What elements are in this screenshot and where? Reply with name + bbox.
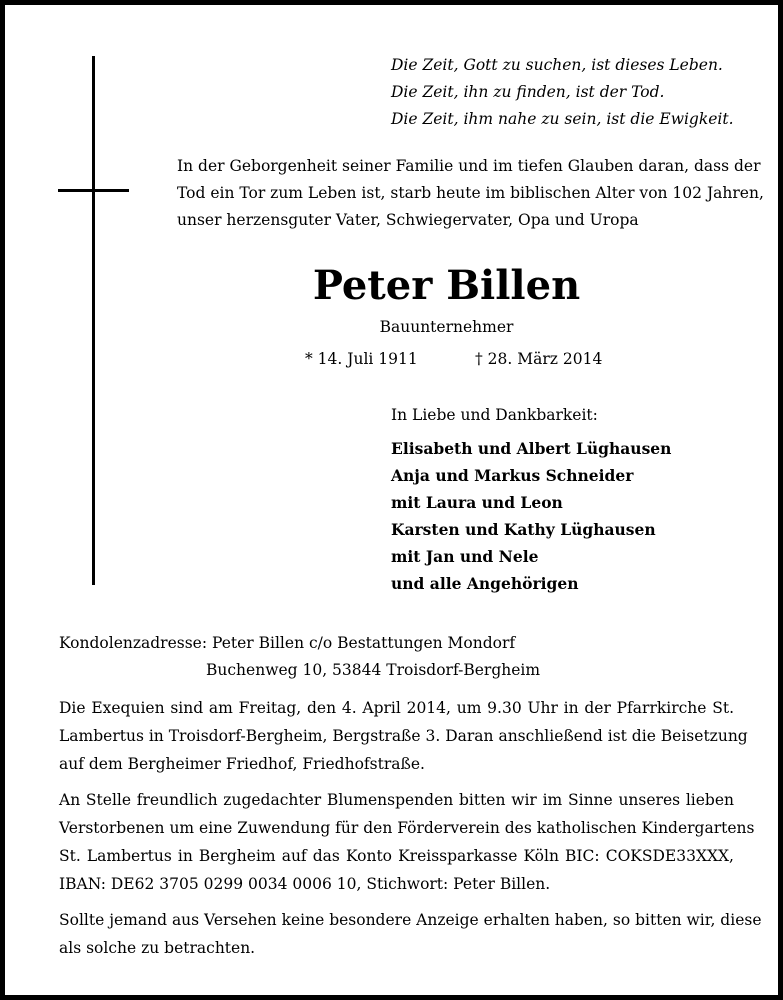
funeral-line: Die Exequien sind am Freitag, den 4. April 2014, um 9.30 Uhr in der Pfarrkirche St. [59,699,734,717]
cross-horizontal-bar [58,189,129,192]
mourner-entry: und alle Angehörigen [391,574,579,593]
death-date: † 28. März 2014 [475,350,603,368]
notice-line: als solche zu betrachten. [59,939,256,957]
donation-line: IBAN: DE62 3705 0299 0034 0006 10, Stichwort: Peter Billen. [59,875,551,893]
deceased-profession: Bauunternehmer [379,318,514,336]
poem [391,52,734,133]
condolence-line: Kondolenzadresse: Peter Billen c/o Bestattungen Mondorf [59,634,516,652]
mourner-entry: Elisabeth und Albert Lüghausen [391,439,672,458]
poem-line: Die Zeit, Gott zu suchen, ist dieses Leben. [391,56,723,74]
intro-line: unser herzensguter Vater, Schwiegervater, Opa und Uropa [177,211,639,229]
mourners-intro: In Liebe und Dankbarkeit: [391,406,598,424]
mourner-entry: mit Laura und Leon [391,493,563,512]
birth-date: * 14. Juli 1911 [305,350,418,368]
intro-text [177,153,764,234]
intro-line: In der Geborgenheit seiner Familie und im tiefen Glauben daran, dass der [177,157,761,175]
condolence-line: Buchenweg 10, 53844 Troisdorf-Bergheim [206,661,541,679]
mourner-entry: Karsten und Kathy Lüghausen [391,520,656,539]
mourner-entry: mit Jan und Nele [391,547,539,566]
deceased-name: Peter Billen [312,262,581,309]
donation-line: An Stelle freundlich zugedachter Blumenspenden bitten wir im Sinne unseres lieben [59,791,734,809]
mourner-entry: Anja und Markus Schneider [391,466,634,485]
donation-info [59,786,755,898]
poem-line: Die Zeit, ihm nahe zu sein, ist die Ewigkeit. [391,110,734,128]
intro-line: Tod ein Tor zum Leben ist, starb heute im biblischen Alter von 102 Jahren, [177,184,764,202]
notice-line: Sollte jemand aus Versehen keine besondere Anzeige erhalten haben, so bitten wir, diese [59,911,762,929]
funeral-info [59,694,748,778]
poem-line: Die Zeit, ihn zu finden, ist der Tod. [391,83,665,101]
mourners-list [391,435,671,597]
funeral-line: Lambertus in Troisdorf-Bergheim, Bergstraße 3. Daran anschließend ist die Beisetzung [59,727,748,745]
notice-info [59,906,762,962]
donation-line: St. Lambertus in Bergheim auf das Konto Kreissparkasse Köln BIC: COKSDE33XXX, [59,847,734,865]
funeral-line: auf dem Bergheimer Friedhof, Friedhofstraße. [59,755,425,773]
donation-line: Verstorbenen um eine Zuwendung für den Förderverein des katholischen Kindergartens [59,819,755,837]
condolence-address [59,630,540,684]
